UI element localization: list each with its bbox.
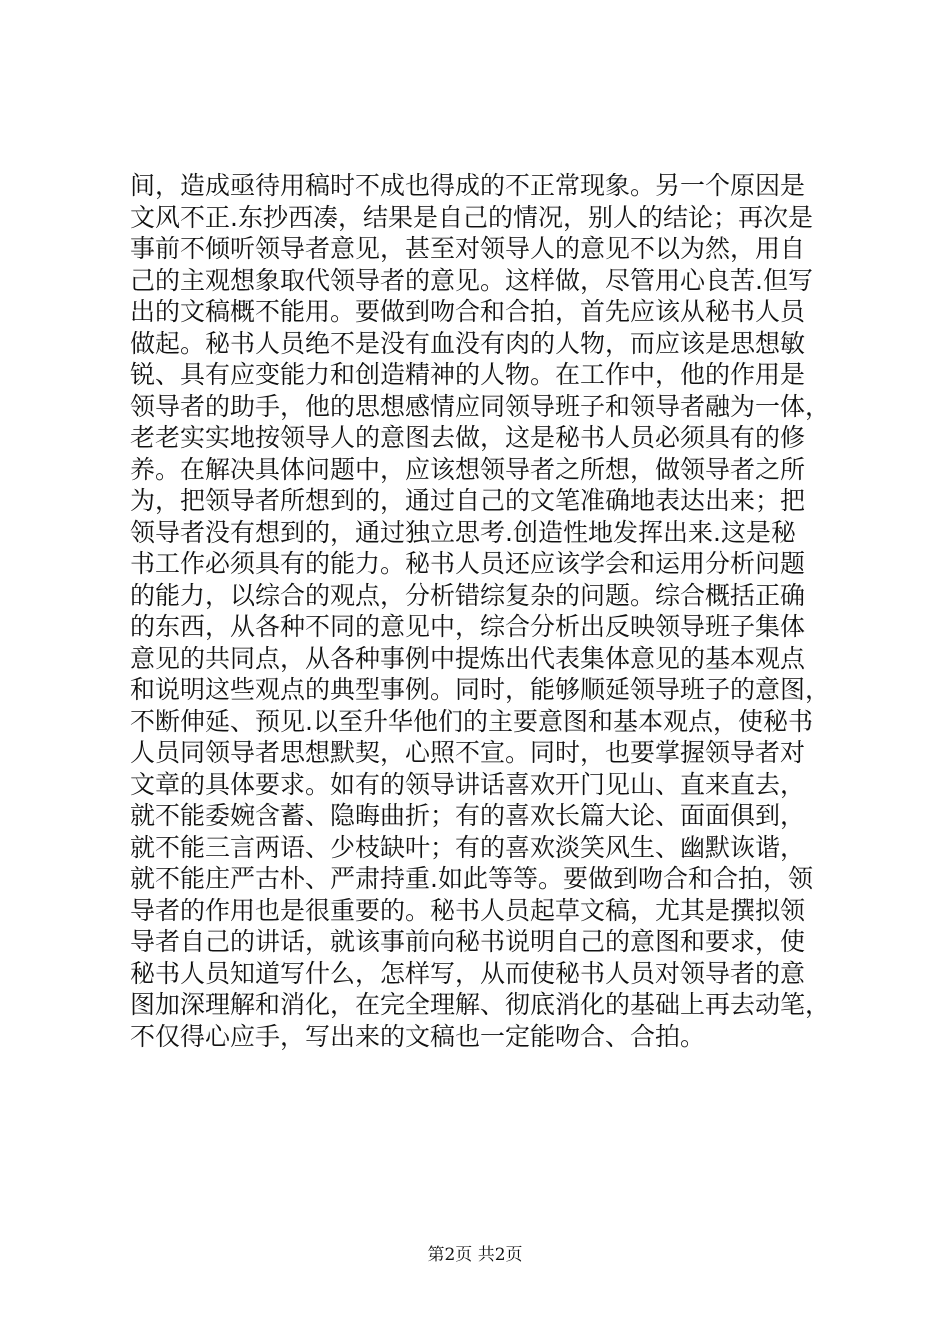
text-line: 的能力，以综合的观点，分析错综复杂的问题。综合概括正确 <box>130 580 806 610</box>
text-line: 就不能庄严古朴、严肃持重.如此等等。要做到吻合和合拍，领 <box>130 864 813 893</box>
text-line: 领导者的助手，他的思想感情应同领导班子和领导者融为一体， <box>130 391 831 421</box>
text-line: 老老实实地按领导人的意图去做，这是秘书人员必须具有的修 <box>130 423 806 452</box>
text-line: 导者自己的讲话，就该事前向秘书说明自己的意图和要求，使 <box>130 927 806 956</box>
text-line: 文风不正.东抄西凑，结果是自己的情况，别人的结论；再次是 <box>130 202 813 232</box>
text-line: 意见的共同点，从各种事例中提炼出代表集体意见的基本观点 <box>130 643 806 673</box>
text-line: 做起。秘书人员绝不是没有血没有肉的人物，而应该是思想敏 <box>130 328 806 358</box>
page-number-footer: 第2页 共2页 <box>427 1245 523 1265</box>
text-line: 的东西，从各种不同的意见中，综合分析出反映领导班子集体 <box>130 612 806 641</box>
text-line: 事前不倾听领导者意见，甚至对领导人的意见不以为然，用自 <box>130 234 806 263</box>
text-line: 不仅得心应手，写出来的文稿也一定能吻合、合拍。 <box>130 1021 706 1051</box>
body-paragraph <box>130 170 830 1052</box>
text-line: 秘书人员知道写什么，怎样写，从而使秘书人员对领导者的意 <box>130 958 806 988</box>
text-line: 人员同领导者思想默契，心照不宣。同时，也要掌握领导者对 <box>130 738 806 767</box>
text-line: 出的文稿概不能用。要做到吻合和合拍，首先应该从秘书人员 <box>130 297 806 326</box>
text-line: 就不能三言两语、少枝缺叶；有的喜欢淡笑风生、幽默诙谐， <box>130 832 806 862</box>
text-line: 己的主观想象取代领导者的意见。这样做，尽管用心良苦.但写 <box>130 265 813 295</box>
text-line: 导者的作用也是很重要的。秘书人员起草文稿，尤其是撰拟领 <box>130 895 806 925</box>
text-line: 锐、具有应变能力和创造精神的人物。在工作中，他的作用是 <box>130 360 806 389</box>
text-line: 领导者没有想到的，通过独立思考.创造性地发挥出来.这是秘 <box>130 517 796 547</box>
text-line: 不断伸延、预见.以至升华他们的主要意图和基本观点，使秘书 <box>130 706 813 736</box>
text-line: 文章的具体要求。如有的领导讲话喜欢开门见山、直来直去， <box>130 769 806 799</box>
text-line: 间，造成亟待用稿时不成也得成的不正常现象。另一个原因是 <box>130 171 806 200</box>
text-line: 和说明这些观点的典型事例。同时，能够顺延领导班子的意图， <box>130 675 831 704</box>
text-line: 养。在解决具体问题中，应该想领导者之所想，做领导者之所 <box>130 454 806 484</box>
text-line: 就不能委婉含蓄、隐晦曲折；有的喜欢长篇大论、面面俱到， <box>130 801 806 830</box>
text-line: 图加深理解和消化，在完全理解、彻底消化的基础上再去动笔， <box>130 990 831 1019</box>
text-line: 书工作必须具有的能力。秘书人员还应该学会和运用分析问题 <box>130 549 806 578</box>
text-line: 为，把领导者所想到的，通过自己的文笔准确地表达出来；把 <box>130 486 806 515</box>
